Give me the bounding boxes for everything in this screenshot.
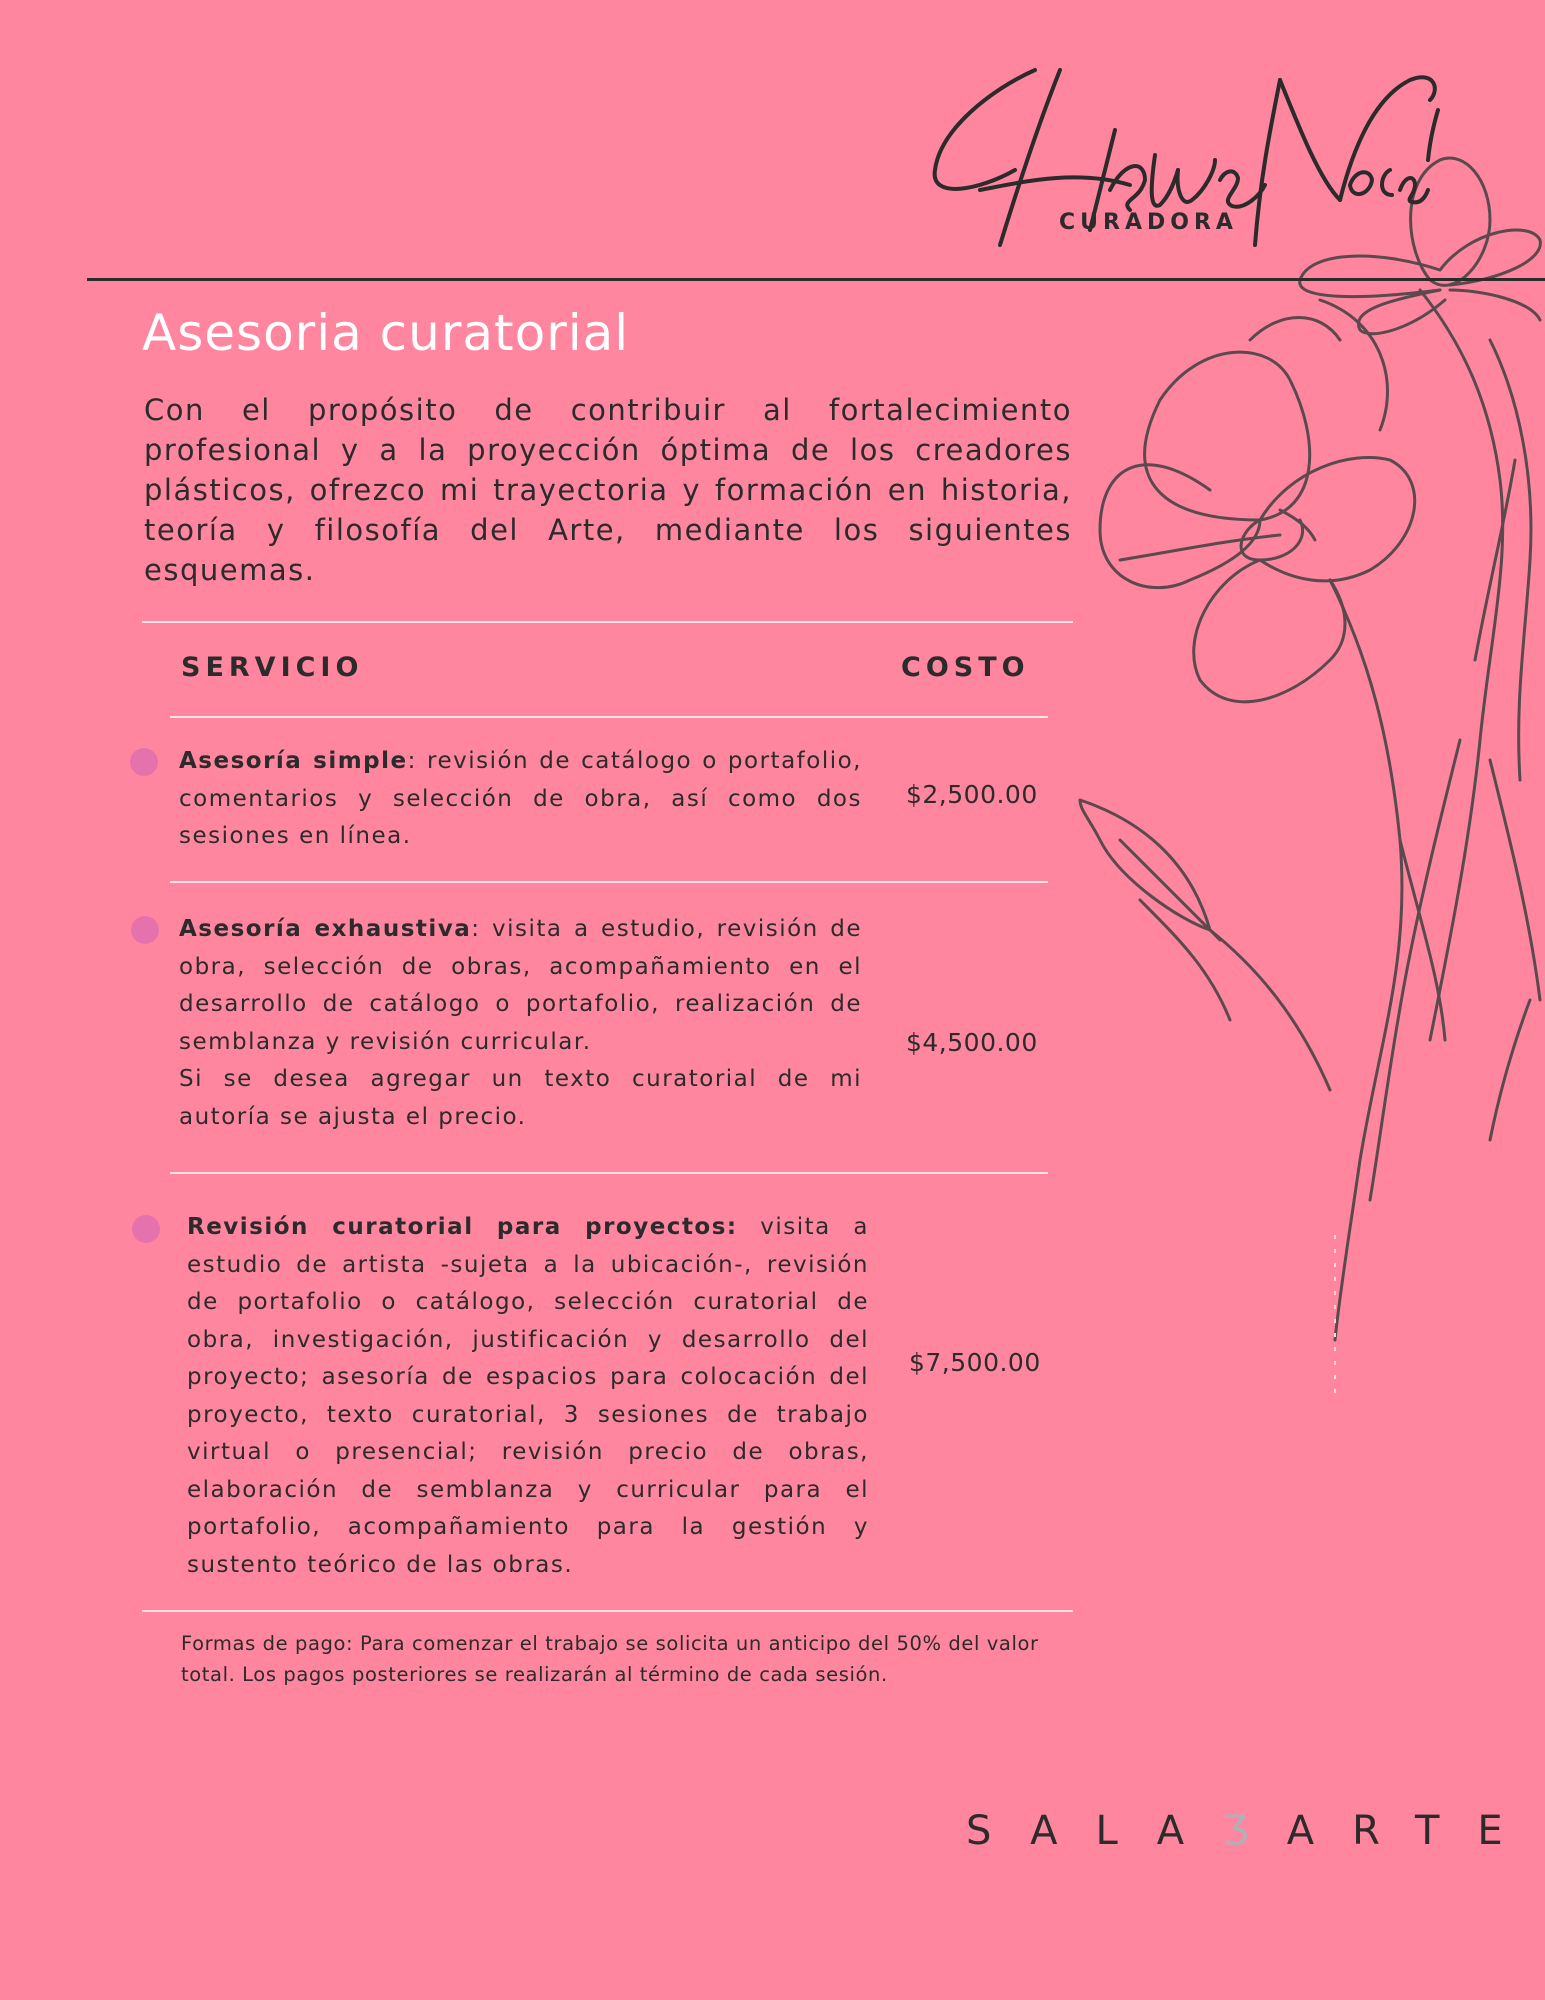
brand-logo — [966, 1808, 1541, 1854]
service-name: Asesoría exhaustiva — [179, 916, 472, 942]
header-divider — [87, 278, 1545, 281]
row-divider — [170, 881, 1048, 883]
service-description — [179, 911, 862, 1061]
payment-note: Formas de pago: Para comenzar el trabajo se solicita un anticipo del 50% del valor total. Los pagos posteriores se realizarán al término de cada sesión. — [181, 1632, 1039, 1686]
intro-paragraph: Con el propósito de contribuir al fortalecimiento profesional y a la proyección óptima de los creadores plásticos, ofrezco mi trayectoria y formación en historia, teoría y filosofía del Arte, mediante los siguientes esquemas. — [144, 393, 1072, 587]
column-header-service: SERVICIO — [181, 652, 364, 683]
page-title: Asesoria curatorial — [142, 304, 630, 362]
table-top-divider — [142, 621, 1073, 623]
service-description — [187, 1209, 869, 1584]
flower-illustration — [1060, 140, 1545, 1400]
service-price: $2,500.00 — [906, 780, 1038, 809]
bullet-dot — [131, 916, 159, 944]
bullet-dot — [132, 1215, 160, 1243]
table-bottom-divider — [142, 1610, 1073, 1612]
service-detail: visita a estudio de artista -sujeta a la ubicación-, revisión de portafolio o catálogo, selección curatorial de obra, investigación, justificación y desarrollo del proyecto; asesoría de espacios para colocación del proyecto, texto curatorial, 3 sesiones de trabajo virtual o presencial; revisión precio de obras, elaboración de semblanza y curricular para el portafolio, acompañamiento para la gestión y sustento teórico de las obras. — [187, 1214, 869, 1578]
logo-mark: Ʒ — [1222, 1808, 1287, 1854]
service-detail: : visita a estudio, revisión de obra, selección de obras, acompañamiento en el desarrollo de catálogo o portafolio, realización de semblanza y revisión curricular. — [179, 916, 862, 1055]
bullet-dot — [130, 748, 158, 776]
role-label: CURADORA — [1059, 210, 1238, 235]
service-detail: : revisión de catálogo o portafolio, comentarios y selección de obra, así como dos sesiones en línea. — [179, 748, 862, 849]
service-price: $7,500.00 — [909, 1348, 1041, 1377]
service-name: Asesoría simple — [179, 748, 408, 774]
service-note: Si se desea agregar un texto curatorial de mi autoría se ajusta el precio. — [179, 1066, 862, 1130]
logo-text-right: ARTE — [1286, 1808, 1541, 1854]
service-price: $4,500.00 — [906, 1028, 1038, 1057]
logo-text-left: SALA — [966, 1808, 1223, 1854]
column-header-cost: COSTO — [901, 652, 1030, 683]
row-divider — [170, 1172, 1048, 1174]
service-description — [179, 743, 862, 856]
header-divider-row — [170, 716, 1048, 718]
service-name: Revisión curatorial para proyectos: — [187, 1214, 738, 1240]
